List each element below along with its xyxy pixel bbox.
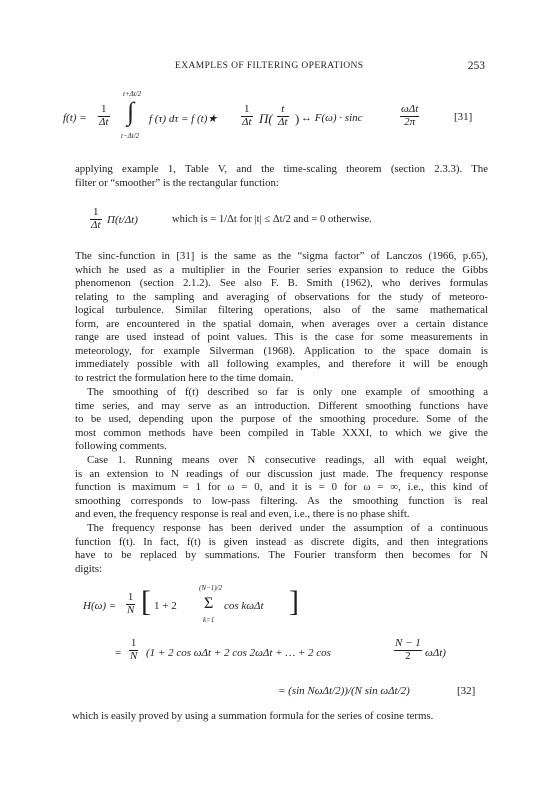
eq32-sum-upper: (N−1)/2: [199, 584, 222, 592]
text-line: The frequency response has been derived under the assumption of a continuous: [87, 522, 488, 534]
text-line: which he used as a multiplier in the Fourier series expansion to reduce the Gibbs: [75, 263, 488, 276]
closing-line: [72, 710, 490, 724]
paragraph-smoothing: [75, 386, 488, 454]
eq31-frac3-den: Δt: [278, 115, 288, 128]
integral-sign: ∫: [127, 97, 135, 126]
text-line: The smoothing of f(t) described so far is only one example of smoothing a: [87, 386, 488, 398]
eq31-int-lower: t−Δt/2: [121, 132, 140, 140]
eq32-lhs: H(ω) =: [83, 600, 117, 612]
text-line: filter or “smoother” is the rectangular function:: [75, 176, 279, 189]
text-line: time series, and may serve as an introduction. Different smoothing functions have: [75, 399, 488, 412]
rect-frac-num: 1: [90, 207, 102, 220]
eq31-frac3-num: t: [277, 104, 289, 117]
equation-number-32: [32]: [457, 685, 476, 697]
eq32-line2-frac: [129, 638, 138, 662]
eq32-sum-term: cos kωΔt: [224, 600, 264, 612]
text-line: relating to the sampling and averaging of observations for the study of meteoro-: [75, 290, 488, 303]
text-line: meteorology, for example Silverman (1968). Application to the space domain is: [75, 344, 488, 357]
text-line: function f(t). In fact, f(t) is given instead as discrete digits, and then integrations: [75, 535, 488, 548]
text-line: is an extension to N readings of our discussion just made. The frequency response: [75, 467, 488, 480]
text-line: range are used instead of point values. This is the case for some measurements in: [75, 331, 488, 344]
eq32-line2-frac-den: N: [130, 649, 138, 662]
text-line: digits:: [75, 562, 102, 575]
eq31-frac2: [241, 104, 253, 128]
eq32-frac-num: 1: [127, 591, 134, 603]
eq31-frac4-num: ωΔt: [401, 103, 419, 115]
text-line: applying example 1, Table V, and the time-scaling theorem (section 2.3.3). The: [75, 163, 488, 175]
eq32-line3: = (sin NωΔt/2))/(N sin ωΔt/2): [278, 685, 410, 697]
eq32-line2-equals: =: [115, 647, 122, 659]
eq31-frac2-num: 1: [241, 104, 253, 117]
eq32-line2-frac2-den: 2: [405, 649, 411, 662]
text-line: immediately possible with all following examples, and therefore it will be enough: [75, 358, 488, 371]
rect-desc: which is = 1/Δt for |t| ≤ Δt/2 and = 0 otherwise.: [172, 214, 372, 225]
text-line: to restrict the formulation here to the time domain.: [75, 371, 294, 384]
eq31-frac4: [400, 104, 419, 128]
text-line: function is maximum = 1 for ω = 0, and it is = 0 for ω = ∞, i.e., this kind of: [75, 481, 488, 494]
text-after-eq31: [75, 163, 488, 190]
text-line: and even, the frequency response is real and even, i.e., there is no phase shift.: [75, 508, 410, 521]
text-line: phenomenon (section 2.1.2). See also F. B. Smith (1962), who derives formulas: [75, 277, 488, 290]
page-number: 253: [467, 60, 485, 72]
eq32-line2-tail: ωΔt): [425, 647, 446, 659]
paragraph-case-1: [75, 454, 488, 522]
eq32-line2-body: (1 + 2 cos ωΔt + 2 cos 2ωΔt + … + 2 cos: [146, 647, 331, 659]
text-line: which is easily proved by using a summation formula for the series of cosine terms.: [72, 710, 434, 722]
rect-function-definition: [88, 207, 448, 241]
equation-32: [83, 580, 503, 705]
eq32-line2-frac2-num: N − 1: [395, 637, 421, 649]
rect-frac-den: Δt: [91, 218, 101, 231]
text-line: smoothing corresponds to low-pass filtering. As the smoothing function is real: [75, 494, 488, 507]
paragraph-frequency-response: [75, 522, 488, 576]
eq31-integrand: f (τ) dτ = f (t)★: [149, 113, 218, 125]
paragraph-sinc-function: [75, 250, 488, 385]
eq32-sum-lower: k=1: [203, 616, 215, 624]
text-line: The sinc-function in [31] is the same as the “sigma factor” of Lanczos (1966, p.65),: [75, 250, 488, 262]
text-line: most common methods have been compiled in Table XXXI, to which we give the: [75, 426, 488, 439]
text-line: following comments.: [75, 440, 167, 453]
eq31-arrow-fourier: ↔ F(ω) · sinc: [301, 112, 363, 124]
eq31-frac3: [277, 104, 289, 128]
eq32-line2-frac-num: 1: [130, 637, 137, 649]
eq31-pi-open: Π(: [259, 111, 273, 126]
running-head: [0, 61, 555, 75]
eq31-frac1: [98, 104, 110, 128]
eq32-frac-den: N: [127, 603, 135, 616]
eq31-frac2-den: Δt: [242, 115, 252, 128]
text-line: have to be replaced by summations. The Fourier transform then becomes for N: [75, 549, 488, 562]
eq32-line2-frac2: [394, 638, 422, 662]
text-line: logical turbulence. Similar filtering operations, also of the same mathematical: [75, 304, 488, 317]
running-head-title: EXAMPLES OF FILTERING OPERATIONS: [175, 61, 364, 71]
eq31-int-upper: t+Δt/2: [123, 90, 142, 98]
eq31-lhs: f(t) =: [63, 112, 87, 124]
eq32-one-plus: 1 + 2: [154, 600, 177, 612]
text-line: form, are encountered in the spatial domain, when averages over a certain distance: [75, 317, 488, 330]
text-line: Case 1. Running means over N consecutive readings, all with equal weight,: [87, 454, 488, 466]
text-line: to be used, depending upon the purpose of the smoothing procedure. Some of the: [75, 413, 488, 426]
equation-number-31: [31]: [454, 111, 473, 123]
rect-expr: Π(t/Δt): [107, 214, 138, 226]
eq32-bracket-open: [: [141, 585, 151, 618]
eq31-pi-close: ): [295, 111, 300, 126]
summation-sign: Σ: [204, 595, 214, 612]
eq31-frac1-den: Δt: [99, 115, 109, 128]
eq31-frac4-den: 2π: [404, 115, 416, 128]
eq32-frac: [126, 592, 135, 616]
eq31-frac1-num: 1: [98, 104, 110, 117]
eq32-bracket-close: ]: [289, 585, 299, 618]
rect-frac: [90, 207, 102, 231]
